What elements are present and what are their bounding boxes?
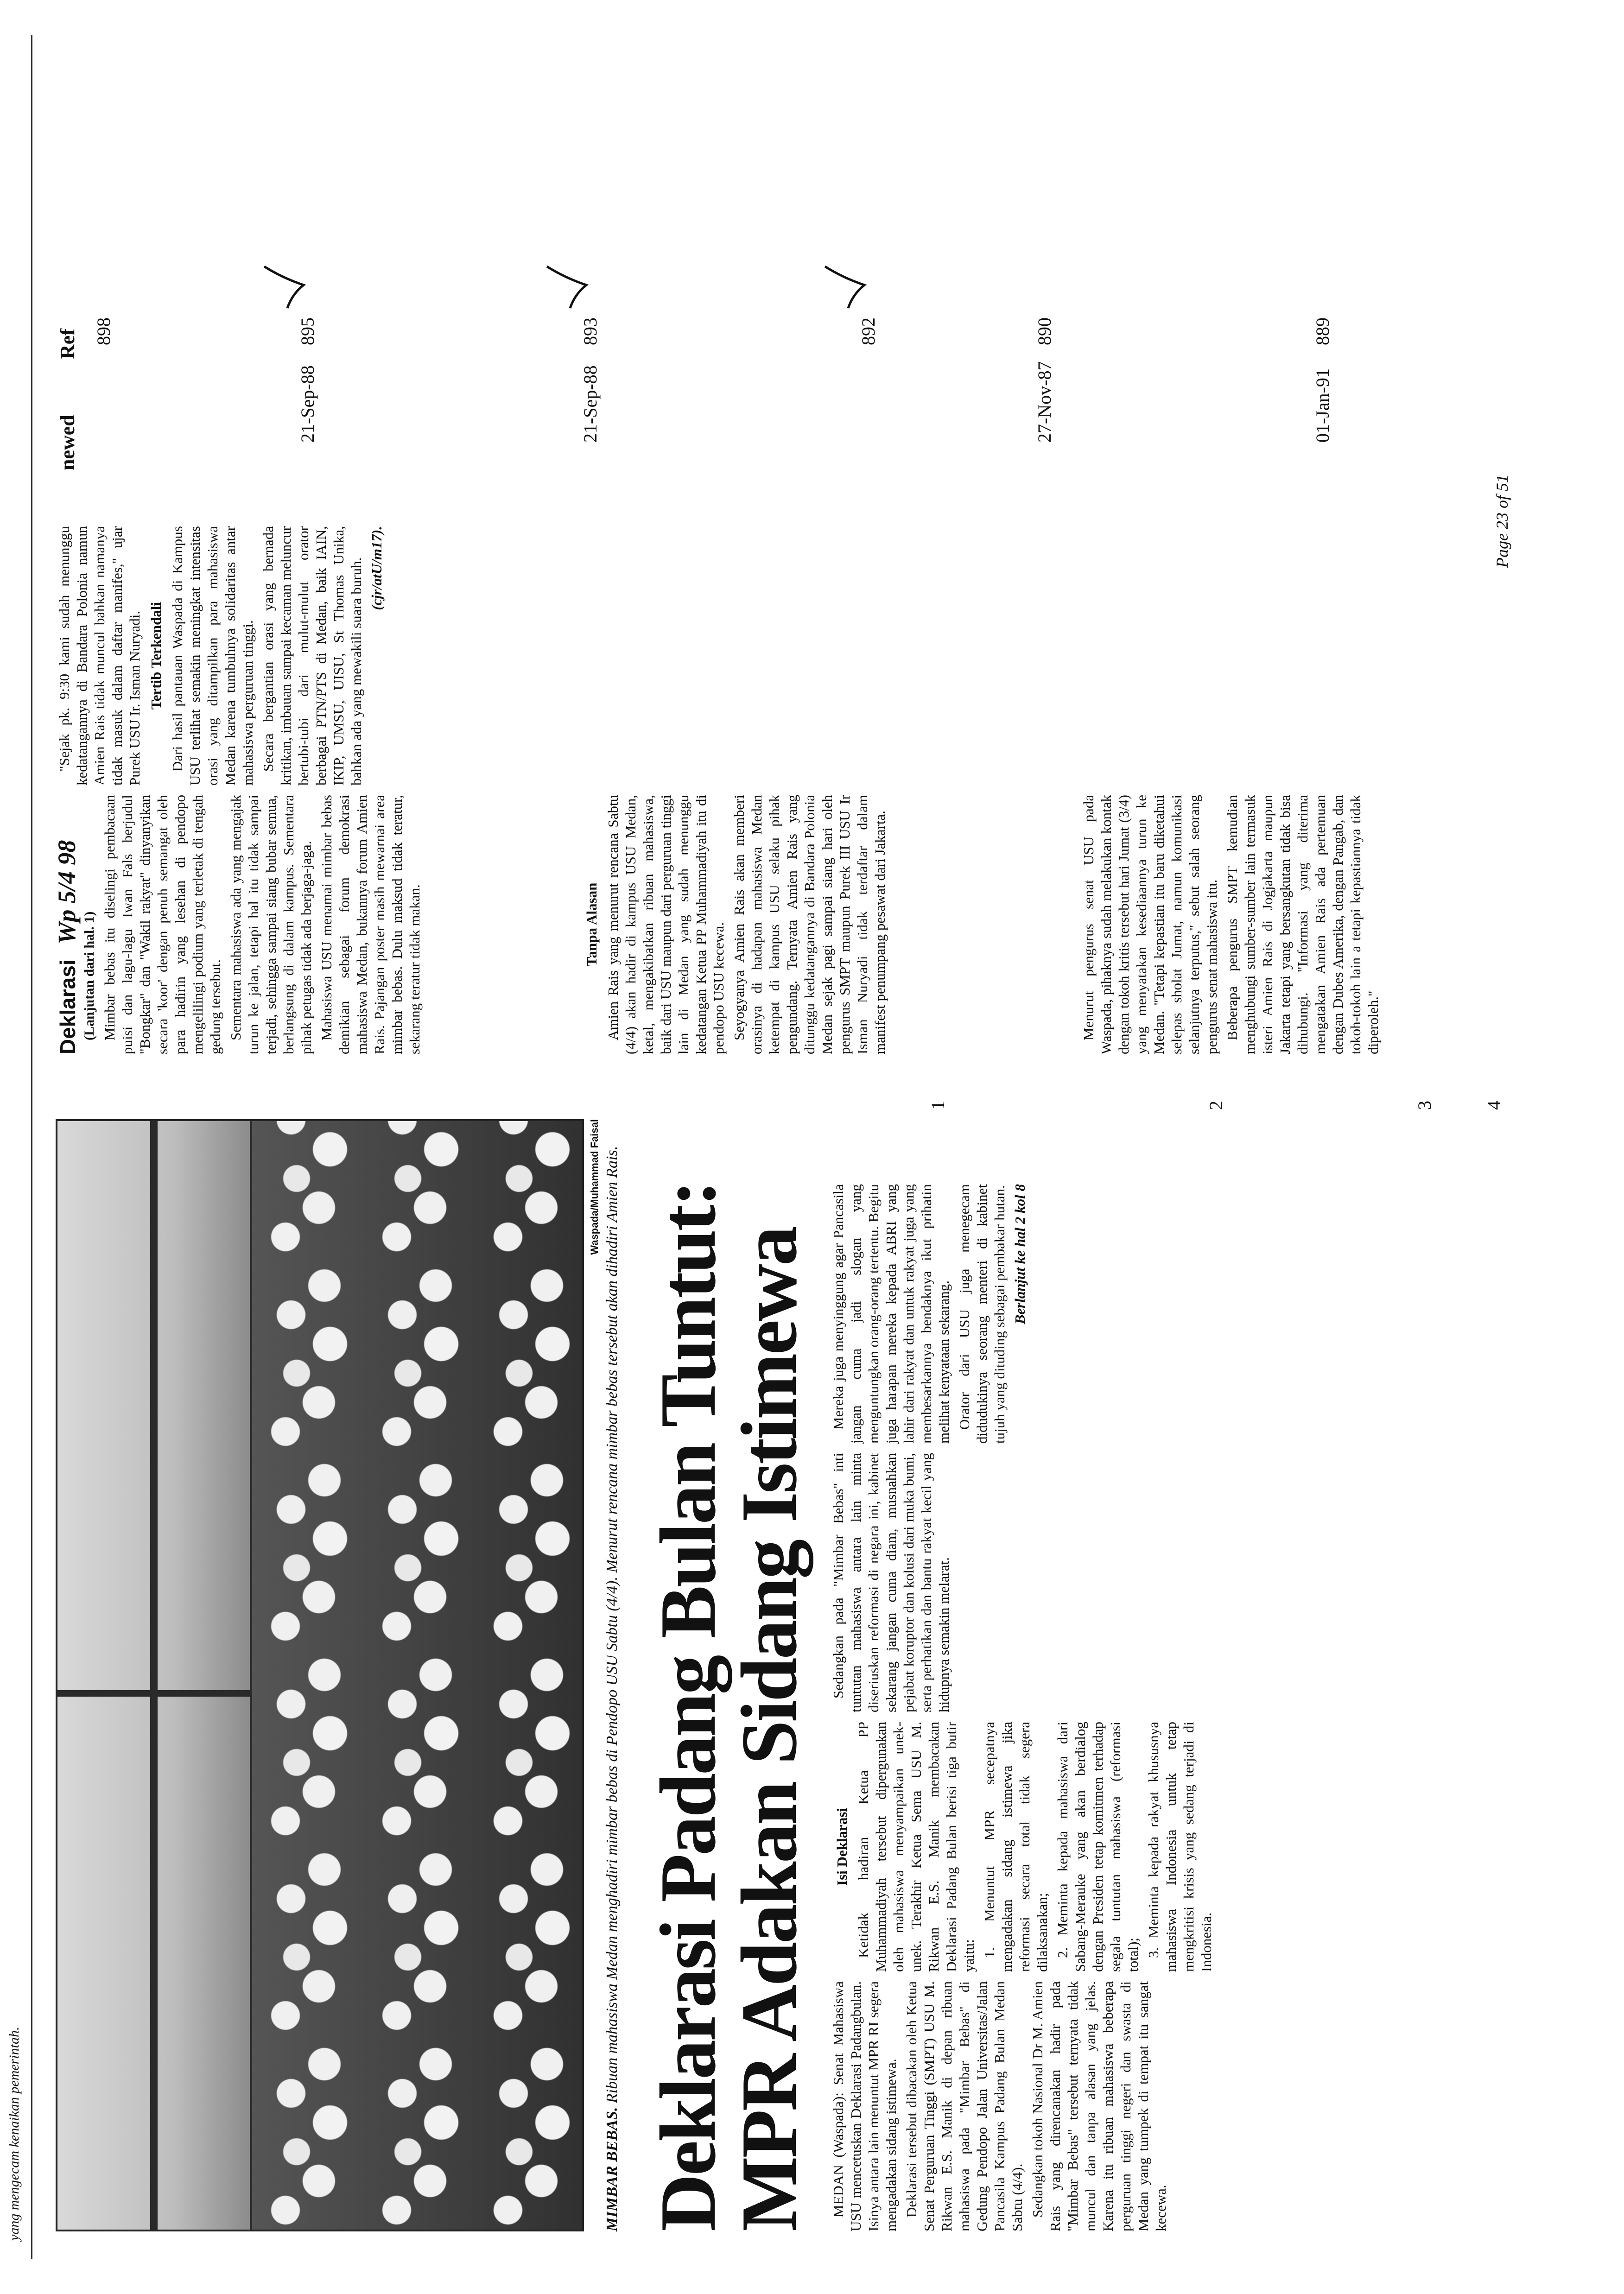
photo-beam (150, 1119, 158, 2230)
ref-date: 01-Jan-91 (1312, 368, 1333, 443)
ref-label: Ref (56, 329, 79, 359)
photo-beam (57, 1690, 252, 1697)
handwritten-tick-icon (260, 262, 311, 313)
paragraph: Ketidak hadiran Ketua PP Muhammadiyah tersebut dipergunakan oleh mahasiswa menyampaikan unek-unek. Terakhir Ketua Sema USU M. Rikwan E.S. Manik membacakan Deklarasi Padang Bulan berisi tiga butir yaitu: (855, 1722, 977, 1972)
subheading: Tanpa Alasan (584, 882, 600, 967)
handwritten-date: Wp 5/4 98 (53, 840, 81, 944)
article-column-3 (830, 1453, 956, 1712)
continuation-column-1 (53, 795, 426, 1054)
photo-caption (603, 1119, 622, 2231)
signature-code: (cjr/atU/m17). (368, 526, 385, 610)
ref-number: 892 (858, 317, 879, 345)
paragraph: Orator dari USU juga menegecam didudukinya seorang menteri di kabinet tujuh yang dituding sebagai pembakar hutan. (956, 1184, 1008, 1444)
handwritten-tick-icon (542, 262, 593, 313)
ref-date: 21-Sep-88 (297, 365, 318, 443)
continuation-column-3 (1080, 795, 1385, 1054)
headline-line-2: MPR Adakan Sidang Istimewa (725, 1228, 813, 2231)
subheading: Isi Deklarasi (834, 1808, 850, 1886)
ref-number: 893 (580, 317, 601, 345)
margin-mark: 2 (1205, 1101, 1226, 1110)
header-strip: yang mengecam kenaikan pemerintah. (0, 35, 32, 2259)
paragraph: Dari hasil pantauan Waspada di Kampus USU terlihat semakin meningkat intensitas orasi yang ditampilkan para mahasiswa Medan karena tumbuhnya solidaritas antar mahasiswa perguruan tinggi. (169, 526, 256, 786)
paragraph: Deklarasi tersebut dibacakan oleh Ketua Senat Perguruan Tinggi (SMPT) USU M. Rikwan E.S. Manik di depan ribuan mahasiswa pada "Mimbar Bebas" di Gedung Pendopo Jalan Universitas/Jalan Pancasila Kampus Padang Bulan Medan Sabtu (4/4). (903, 1981, 1025, 2231)
continuation-column-2 (579, 795, 892, 1054)
paragraph: Mereka juga menyinggung agar Pancasila jangan cuma jadi slogan yang menguntungkan orang-orang tertentu. Begitu juga harapan mereka kepada ABRI yang lahir dari rakyat dan untuk rakyat juga yang membesarkannya bendaknya ikut prihatin melihat kenyataan sekarang. (830, 1184, 952, 1444)
paragraph: 3. Meminta kepada rakyat khususnya mahasiswa Indonesia untuk tetap mengkritisi krisis yang sedang terjadi di Indonesia. (1145, 1722, 1214, 1972)
handwritten-tick-icon (820, 262, 871, 313)
paragraph: 2. Meminta kepada mahasiswa dari Sabang-Merauke yang akan berdialog dengan Presiden tetap komitmen terhadap segala tuntutan mahasiswa (reformasi total); (1054, 1722, 1141, 1972)
continuation-kicker (53, 795, 81, 1054)
page-number: Page 23 of 51 (1493, 475, 1511, 568)
subheading: Tertib Terkendali (148, 602, 164, 710)
ref-date: 27-Nov-87 (1034, 361, 1055, 443)
paragraph: Amien Rais yang menurut rencana Sabtu (4/4) akan hadir di kampus USU Medan, ketal, mengakibatkan ribuan mahasiswa, baik dari USU maupun dari perguruan tinggi lain di Medan yang sudah menunggu kedatangan Ketua PP Muhammadiyah itu di pendopo USU kecewa. (605, 795, 727, 1054)
ref-number: 889 (1312, 317, 1333, 345)
margin-mark: 1 (927, 1101, 948, 1110)
ref-main: 898 (93, 317, 114, 345)
kicker-text: Deklarasi (56, 959, 80, 1054)
margin-mark: 3 (1414, 1101, 1435, 1110)
article-column-1 (830, 1981, 1173, 2231)
continued-note: Berlanjut ke hal 2 kol 8 (1012, 1184, 1028, 1324)
article-column-2 (830, 1722, 1218, 1972)
photo-crowd (252, 1119, 584, 2230)
photo-credit: Waspada/Muhammad Faisal (589, 1119, 600, 1255)
paragraph: Beberapa pengurus SMPT kemudian menghubungi sumber-sumber lain termasuk isteri Amien Rais di Jogjakarta maupun Jakarta tetapi yang bersangkutan tidak bisa dihubungi. "Informasi yang diterima mengatakan Amien Rais ada pertemuan dengan Dubes Amerika, dengan Pangab, dan tokoh-tokoh lain a tetapi kepastiannya tidak diperoleh." (1224, 795, 1381, 1054)
paragraph: Secara bergantian orasi yang bernada kritikan, imbauan sampai kecaman meluncur bertubi-tubi dari mulut-mulut orator berbagai PTN/PTS di Medan, baik IAIN, IKIP, UMSU, UISU, St Thomas Unika, bahkan ada yang mewakili suara buruh. (260, 526, 364, 786)
rotated-clipping (0, 35, 1548, 2259)
continuation-from: (Lanjutan dari hal. 1) (82, 911, 97, 1040)
newed-label: newed (56, 415, 79, 470)
caption-lead: MIMBAR BEBAS. (603, 2107, 621, 2231)
paragraph: Menurut pengurus senat USU pada Waspada, pihaknya sudah melakukan kontak dengan tokoh kritis tersebut hari Jumat (3/4) yang menyatakan kesediaannya turun ke Medan. "Tetapi kepastian itu baru diketahui selepas sholat Jumat, namun komunikasi selanjutnya terputus," sebut salah seorang pengurus senat mahasiswa itu. (1080, 795, 1220, 1054)
margin-mark: 4 (1484, 1101, 1504, 1110)
paragraph: Sementara mahasiswa ada yang mengajak turun ke jalan, tetapi hal itu tidak sampai terjadi, sehingga sampai siang bubar semua, berlangsung di dalam kampus. Sementara pihak petugas tidak ada berjaga-jaga. (228, 795, 314, 1054)
paragraph: Mimbar bebas itu diselingi pembacaan puisi dan lagu-lagu Iwan Fals berjudul "Bongkar" dan "Wakil rakyat" dinyanyikan secara 'koor' dengan penuh semangat oleh para hadirin yang lesehan di pendopo mengelilingi podium yang terletak di tengah gedung tersebut. (102, 795, 223, 1054)
paragraph: "Sejak pk. 9:30 kami sudah menunggu kedatangannya di Bandara Polonia namun Amien Rais tidak muncul bahkan namanya tidak masuk dalam daftar manifes," ujar Purek USU Ir. Isman Nuryadi. (56, 526, 143, 786)
caption-text: Ribuan mahasiswa Medan menghadiri mimbar bebas di Pendopo USU Sabtu (4/4). Menurut rencana mimbar bebas tersebut akan dihadiri Amien Rais. (603, 1146, 621, 2104)
paragraph: Sedangkan tokoh Nasional Dr M. Amien Rais yang direncanakan hadir pada "Mimbar Bebas" tersebut ternyata tidak muncul dan tanpa alasan yang jelas. Karena itu ribuan mahasiswa beberapa perguruan tinggi negeri dan swasta di Medan yang tumpek di tempat itu sangat kecewa. (1029, 1981, 1169, 2231)
ref-number: 890 (1034, 317, 1055, 345)
headline-line-1: Deklarasi Padang Bulan Tuntut: (644, 1182, 732, 2231)
continuation-column-4 (56, 526, 388, 786)
paragraph: Seyogyanya Amien Rais akan memberi orasinya di hadapan mahasiswa Medan ketempat di kampus USU selaku pihak pengundang. Ternyata Amien Rais yang ditunggu kedatangannya di Bandara Polonia Medan sejak pagi sampai siang hari oleh pengurus SMPT maupun Purek III USU Ir Isman Nuryadi tidak terdaftar dalam manifest penumpang pesawat dari Jakarta. (731, 795, 888, 1054)
paragraph: Mahasiswa USU menamai mimbar bebas demikian sebagai forum demokrasi mahasiswa Medan, bukannya forum Amien Rais. Pajangan poster masih mewarnai area mimbar bebas. Dulu maksud tidak teratur, sekarang teratur tidak makan. (318, 795, 423, 1054)
paragraph: 1. Menuntut MPR secepatnya mengadakan sidang istimewa jika reformasi secara total tidak segera dilaksanakan; (981, 1722, 1050, 1972)
news-photo (56, 1119, 584, 2231)
paragraph: MEDAN (Waspada): Senat Mahasiswa USU mencetuskan Deklarasi Padangbulan. Isinya antara lain menuntut MPR RI segera mengadakan sidang istimewa. (830, 1981, 899, 2231)
ref-date: 21-Sep-88 (580, 365, 601, 443)
paragraph: Sedangkan pada "Mimbar Bebas" inti tuntutan mahasiswa antara lain minta diseriuskan reformasi di negara ini, kabinet sekarang jangan cuma diam, musnahkan pejabat koruptor dan kolusi dari muka bumi, serta perhatikan dan bantu rakyat kecil yang hidupnya semakin melarat. (830, 1453, 952, 1712)
article-column-4 (830, 1184, 1032, 1444)
ref-number: 895 (297, 317, 318, 345)
